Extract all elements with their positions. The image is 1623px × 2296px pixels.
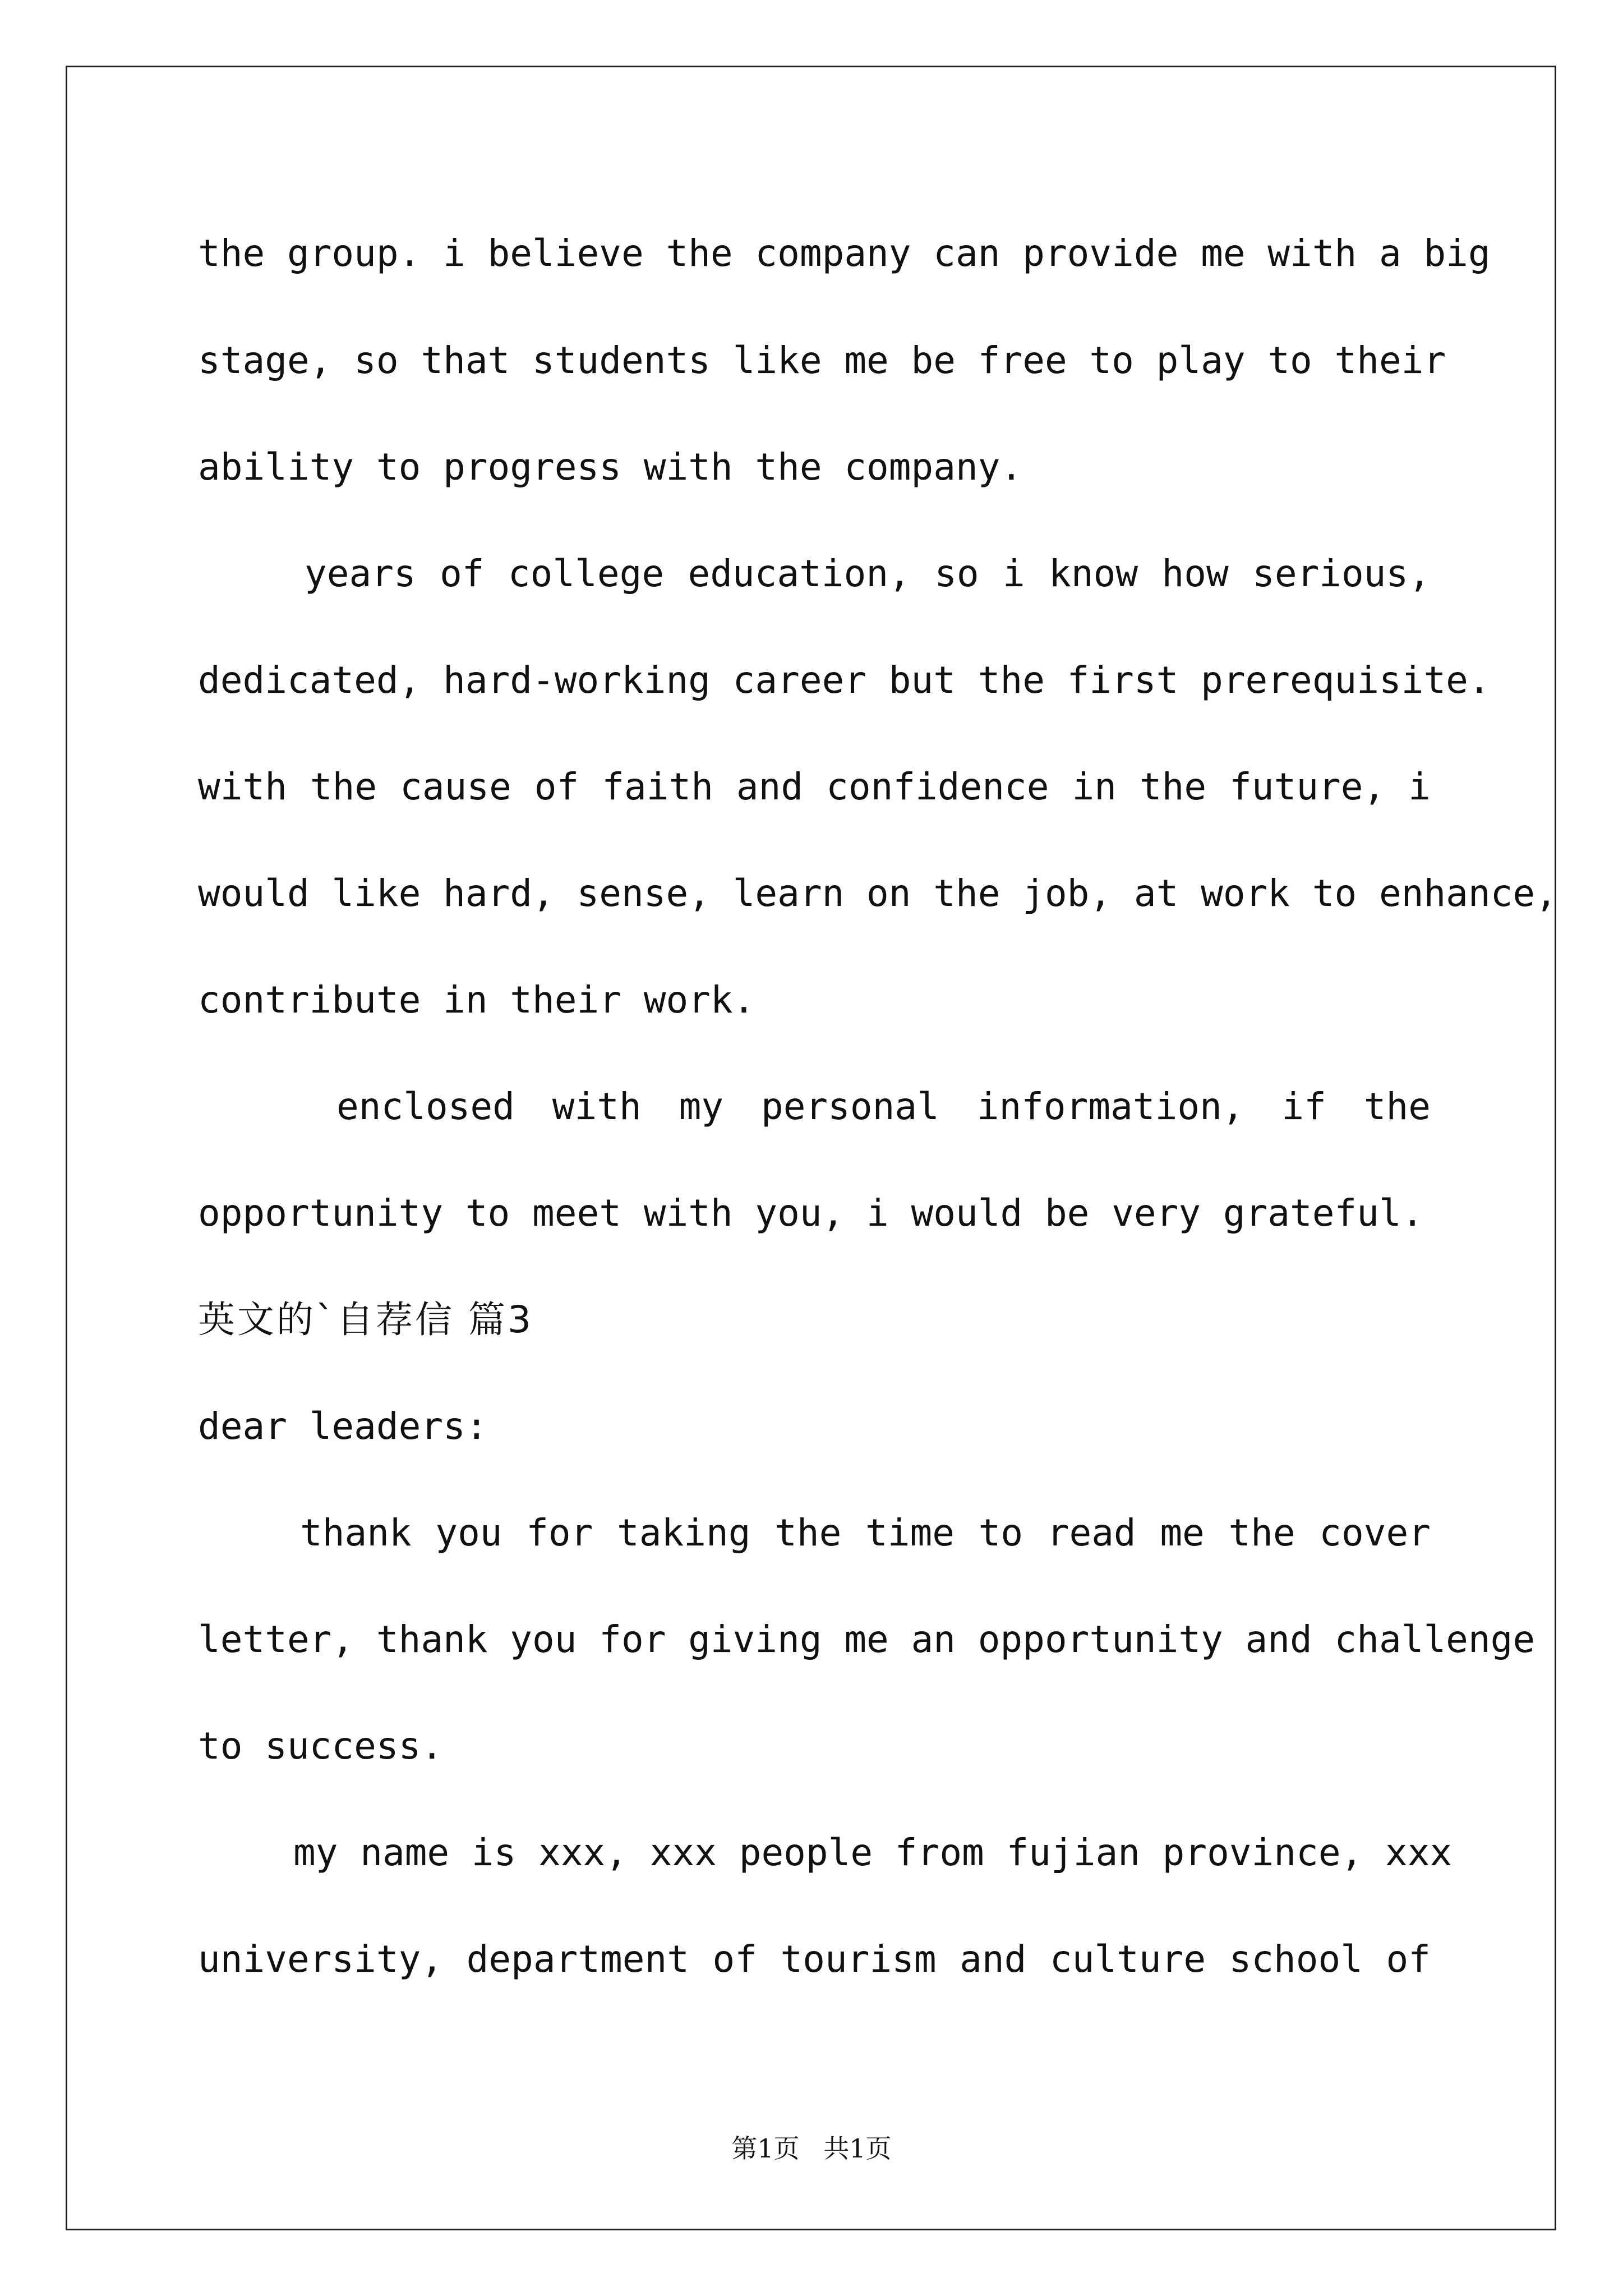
page-border bbox=[66, 66, 1556, 2230]
salutation: dear leaders: bbox=[198, 1405, 488, 1448]
paragraph-first-line: thank you for taking the time to read me the cover bbox=[300, 1511, 1431, 1554]
section-heading: 英文的`自荐信 篇3 bbox=[198, 1298, 533, 1341]
body-line: letter, thank you for giving me an opportunity and challenge bbox=[198, 1618, 1536, 1661]
body-line: stage, so that students like me be free to play to their bbox=[198, 339, 1446, 382]
paragraph-first-line: years of college education, so i know how serious, bbox=[305, 552, 1431, 595]
page-footer bbox=[0, 2132, 1623, 2165]
body-line: would like hard, sense, learn on the job, at work to enhance, bbox=[198, 872, 1557, 915]
page-number-total: 共1页 bbox=[823, 2133, 892, 2164]
body-line: university, department of tourism and culture school of bbox=[198, 1938, 1431, 1981]
body-line: with the cause of faith and confidence in the future, i bbox=[198, 765, 1431, 808]
paragraph-first-line: my name is xxx, xxx people from fujian province, xxx bbox=[293, 1831, 1453, 1874]
page-number-current: 第1页 bbox=[731, 2133, 800, 2164]
body-line: dedicated, hard-working career but the first prerequisite. bbox=[198, 659, 1491, 702]
body-line: opportunity to meet with you, i would be very grateful. bbox=[198, 1191, 1424, 1235]
body-line: ability to progress with the company. bbox=[198, 445, 1023, 489]
body-line: contribute in their work. bbox=[198, 978, 755, 1022]
paragraph-first-line: enclosed with my personal information, if the bbox=[336, 1085, 1431, 1128]
body-line: the group. i believe the company can provide me with a big bbox=[198, 232, 1491, 275]
body-line: to success. bbox=[198, 1724, 444, 1768]
